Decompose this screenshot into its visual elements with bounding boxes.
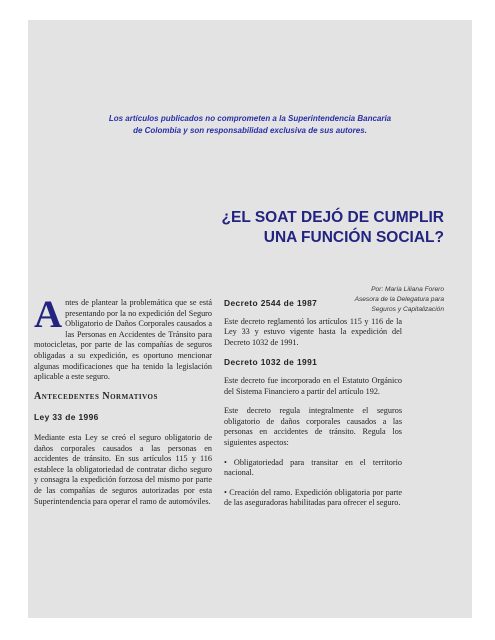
byline-line-1: Por: María Liliana Forero: [371, 286, 444, 293]
title-line-1: ¿EL SOAT DEJÓ DE CUMPLIR: [221, 209, 444, 226]
title-line-2: UNA FUNCIÓN SOCIAL?: [263, 229, 444, 246]
byline-line-3: Seguros y Capitalización: [371, 306, 444, 313]
decree-2-paragraph-1: Este decreto fue incorporado en el Estatuto Orgánico del Sistema Financiero a partir del artículo 192.: [224, 375, 402, 396]
decree-1-heading: Decreto 2544 de 1987: [224, 298, 318, 308]
article-title: [222, 208, 444, 248]
bullet-item-2: • Creación del ramo. Expedición obligatoria por parte de las aseguradoras habilitadas para ofrecer el seguro.: [224, 487, 402, 508]
left-column: [34, 293, 212, 516]
byline-line-2: Asesora de la Delegatura para: [354, 296, 444, 303]
bullet-item-1: • Obligatoriedad para transitar en el territorio nacional.: [224, 457, 402, 478]
right-column: [224, 298, 402, 518]
disclaimer: [28, 113, 472, 137]
intro-text: ntes de plantear la problemática que se está presentando por la no expedición del Seguro Obligatorio de Daños Corporales causados a las Personas en Accidentes de Tránsito para motocicletas, por parte de las compañías de seguros obligadas a su expedición, es oportuno mencionar algunas modificaciones que ha tenido la legislación aplicable a este seguro.: [34, 298, 212, 382]
drop-cap: A: [34, 293, 63, 336]
law-paragraph: Mediante esta Ley se creó el seguro obligatorio de daños corporales causados a las personas en accidentes de tránsito. En sus artículos 115 y 116 establece la obligatoriedad de contratar dicho seguro y consagra la expedición forzosa del mismo por parte de las compañías de seguros autorizadas por esta Superintendencia para operar el ramo de automóviles.: [34, 432, 212, 506]
intro-paragraph: [34, 293, 212, 383]
decree-2-paragraph-2: Este decreto regula integralmente el seguros obligatorio de daños corporales causados a las personas en accidentes de tránsito. Regula los siguientes aspectos:: [224, 406, 402, 447]
section-heading: Antecedentes Normativos: [34, 390, 158, 402]
law-heading: Ley 33 de 1996: [34, 412, 99, 423]
disclaimer-line-2: de Colombia y son responsabilidad exclusiva de sus autores.: [133, 126, 367, 135]
decree-1-paragraph: Este decreto reglamentó los artículos 115 y 116 de la Ley 33 y estuvo vigente hasta la expedición del Decreto 1032 de 1991.: [224, 316, 402, 347]
disclaimer-line-1: Los artículos publicados no comprometen a la Superintendencia Bancaria: [108, 114, 392, 123]
decree-2-heading: Decreto 1032 de 1991: [224, 357, 318, 368]
